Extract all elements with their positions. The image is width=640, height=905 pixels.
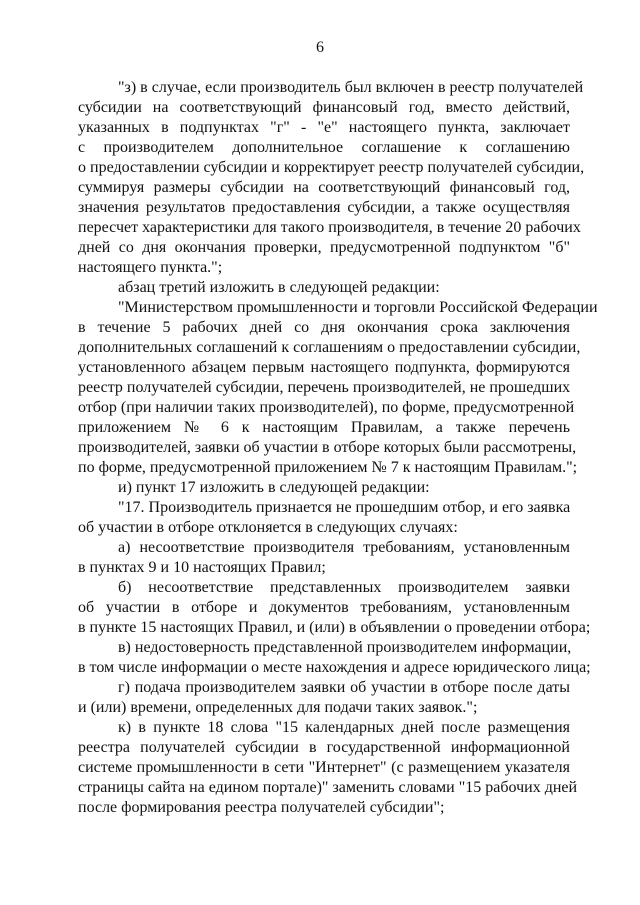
document-body bbox=[78, 78, 598, 818]
paragraph-i bbox=[78, 478, 570, 498]
text-line: "Министерством промышленности и торговли Российской Федерации bbox=[118, 299, 598, 316]
text-line: и (или) времени, определенных для подачи таких заявок."; bbox=[78, 699, 478, 716]
text-line: а) несоответствие производителя требованиям, установленным bbox=[118, 539, 570, 556]
text-line: в) недостоверность представленной производителем информации, bbox=[118, 639, 572, 656]
text-line: производителей, заявки об участии в отборе которых были рассмотрены, bbox=[78, 439, 577, 456]
text-line: и) пункт 17 изложить в следующей редакции: bbox=[118, 479, 430, 496]
text-line: после формирования реестра получателей субсидии"; bbox=[78, 799, 445, 816]
paragraph-p17 bbox=[78, 498, 570, 538]
text-line: субсидии на соответствующий финансовый год, вместо действий, bbox=[78, 99, 570, 116]
paragraph-k bbox=[78, 718, 578, 818]
text-line: дополнительных соглашений к соглашениям о предоставлении субсидии, bbox=[78, 339, 581, 356]
text-line: г) подача производителем заявки об участии в отборе после даты bbox=[118, 679, 570, 696]
text-line: абзац третий изложить в следующей редакции: bbox=[118, 279, 440, 296]
text-line: пересчет характеристики для такого производителя, в течение 20 рабочих bbox=[78, 219, 581, 236]
text-line: реестр получателей субсидии, перечень производителей, не прошедших bbox=[78, 379, 571, 396]
paragraph-minprom bbox=[78, 298, 598, 478]
text-line: указанных в подпунктах "г" - "е" настоящего пункта, заключает bbox=[78, 119, 570, 136]
text-line: страницы сайта на едином портале)" заменить словами "15 рабочих дней bbox=[78, 779, 578, 796]
page-number: 6 bbox=[316, 39, 324, 56]
text-line: в том числе информации о месте нахождения и адресе юридического лица; bbox=[78, 659, 591, 676]
text-line: в пунктах 9 и 10 настоящих Правил; bbox=[78, 559, 326, 576]
text-line: об участии в отборе отклоняется в следующих случаях: bbox=[78, 519, 458, 536]
text-line: "17. Производитель признается не прошедшим отбор, и его заявка bbox=[118, 499, 571, 516]
paragraph-abzac bbox=[78, 278, 570, 298]
text-line: установленного абзацем первым настоящего подпункта, формируются bbox=[78, 359, 570, 376]
text-line: о предоставлении субсидии и корректирует реестр получателей субсидии, bbox=[78, 159, 585, 176]
text-line: дней со дня окончания проверки, предусмотренной подпунктом "б" bbox=[78, 239, 570, 256]
text-line: с производителем дополнительное соглашение к соглашению bbox=[78, 139, 570, 156]
text-line: значения результатов предоставления субсидии, а также осуществляя bbox=[78, 199, 570, 216]
paragraph-a bbox=[78, 538, 570, 578]
text-line: к) в пункте 18 слова "15 календарных дней после размещения bbox=[118, 719, 570, 736]
text-line: "з) в случае, если производитель был включен в реестр получателей bbox=[118, 79, 584, 96]
text-line: об участии в отборе и документов требованиям, установленным bbox=[78, 599, 570, 616]
text-line: в течение 5 рабочих дней со дня окончания срока заключения bbox=[78, 319, 570, 336]
text-line: б) несоответствие представленных производителем заявки bbox=[118, 579, 570, 596]
text-line: отбор (при наличии таких производителей), по форме, предусмотренной bbox=[78, 399, 575, 416]
text-line: в пункте 15 настоящих Правил, и (или) в объявлении о проведении отбора; bbox=[78, 619, 591, 636]
paragraph-z bbox=[78, 78, 585, 278]
text-line: настоящего пункта."; bbox=[78, 259, 223, 276]
text-line: приложением № 6 к настоящим Правилам, а также перечень bbox=[78, 419, 570, 436]
paragraph-v bbox=[78, 638, 591, 678]
paragraph-b bbox=[78, 578, 591, 638]
text-line: по форме, предусмотренной приложением № 7 к настоящим Правилам."; bbox=[78, 459, 578, 476]
text-line: системе промышленности в сети "Интернет" (с размещением указателя bbox=[78, 759, 570, 776]
text-line: реестра получателей субсидии в государственной информационной bbox=[78, 739, 570, 756]
paragraph-g bbox=[78, 678, 570, 718]
text-line: суммируя размеры субсидии на соответствующий финансовый год, bbox=[78, 179, 570, 196]
